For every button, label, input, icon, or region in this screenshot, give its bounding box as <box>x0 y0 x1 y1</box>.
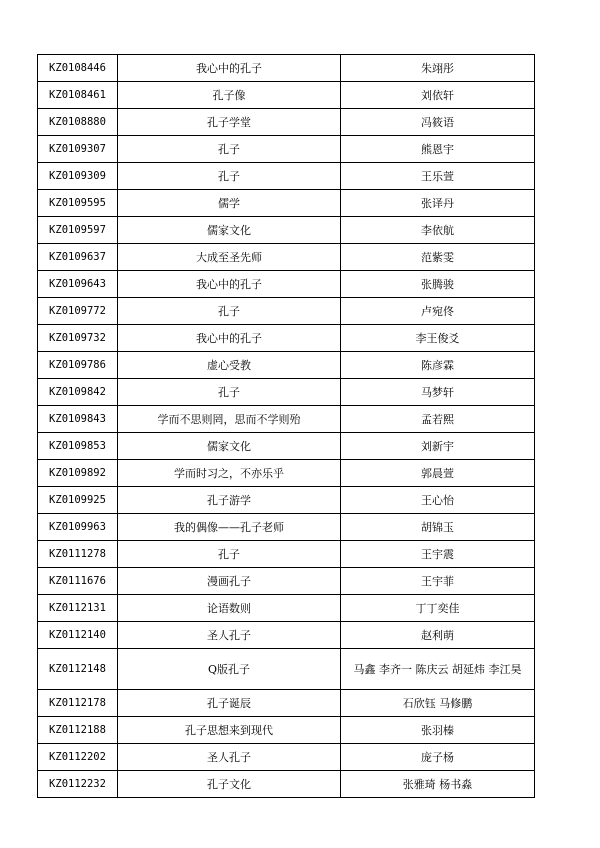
work-title-cell: 虚心受教 <box>118 352 341 379</box>
work-author-cell: 李依航 <box>341 217 535 244</box>
work-title-cell: 孔子学堂 <box>118 109 341 136</box>
table-row <box>38 109 535 136</box>
work-author-cell: 卢宛佟 <box>341 298 535 325</box>
table-row <box>38 514 535 541</box>
work-id-cell: KZ0109595 <box>38 190 118 217</box>
work-id-cell: KZ0108880 <box>38 109 118 136</box>
work-id-cell: KZ0109963 <box>38 514 118 541</box>
work-title-cell: 我心中的孔子 <box>118 55 341 82</box>
work-title-cell: 学而不思则罔，思而不学则殆 <box>118 406 341 433</box>
work-title-cell: 我的偶像——孔子老师 <box>118 514 341 541</box>
work-title-cell: 孔子 <box>118 163 341 190</box>
table-row <box>38 771 535 798</box>
work-title-cell: 我心中的孔子 <box>118 271 341 298</box>
table-row <box>38 622 535 649</box>
table-row <box>38 271 535 298</box>
table-row <box>38 55 535 82</box>
work-title-cell: 学而时习之，不亦乐乎 <box>118 460 341 487</box>
work-author-cell: 刘依轩 <box>341 82 535 109</box>
work-title-cell: 孔子思想来到现代 <box>118 717 341 744</box>
table-row <box>38 82 535 109</box>
work-id-cell: KZ0112178 <box>38 690 118 717</box>
table-row <box>38 352 535 379</box>
work-id-cell: KZ0112148 <box>38 649 118 690</box>
table-row <box>38 298 535 325</box>
work-author-cell: 李王俊爻 <box>341 325 535 352</box>
table-row <box>38 217 535 244</box>
work-author-cell: 陈彦霖 <box>341 352 535 379</box>
work-author-cell: 丁丁奕佳 <box>341 595 535 622</box>
work-title-cell: 孔子像 <box>118 82 341 109</box>
work-id-cell: KZ0109786 <box>38 352 118 379</box>
table-row <box>38 406 535 433</box>
work-id-cell: KZ0112232 <box>38 771 118 798</box>
work-title-cell: 孔子 <box>118 541 341 568</box>
work-id-cell: KZ0109597 <box>38 217 118 244</box>
work-author-cell: 张雅琦 杨书淼 <box>341 771 535 798</box>
table-row <box>38 244 535 271</box>
work-author-cell: 冯筱语 <box>341 109 535 136</box>
table-row <box>38 744 535 771</box>
work-id-cell: KZ0109309 <box>38 163 118 190</box>
work-title-cell: 孔子 <box>118 136 341 163</box>
work-title-cell: 孔子诞辰 <box>118 690 341 717</box>
table-row <box>38 541 535 568</box>
work-title-cell: 我心中的孔子 <box>118 325 341 352</box>
work-title-cell: 孔子游学 <box>118 487 341 514</box>
work-author-cell: 郭晨萱 <box>341 460 535 487</box>
work-id-cell: KZ0112131 <box>38 595 118 622</box>
work-id-cell: KZ0109643 <box>38 271 118 298</box>
work-title-cell: 孔子 <box>118 379 341 406</box>
work-author-cell: 王心怡 <box>341 487 535 514</box>
work-id-cell: KZ0112188 <box>38 717 118 744</box>
table-row <box>38 325 535 352</box>
work-title-cell: 儒家文化 <box>118 433 341 460</box>
work-title-cell: 孔子 <box>118 298 341 325</box>
work-author-cell: 庞子杨 <box>341 744 535 771</box>
table-row <box>38 460 535 487</box>
table-row <box>38 190 535 217</box>
table-row <box>38 568 535 595</box>
table-row <box>38 379 535 406</box>
work-title-cell: Q版孔子 <box>118 649 341 690</box>
work-author-cell: 张腾骏 <box>341 271 535 298</box>
table-row <box>38 717 535 744</box>
work-author-cell: 赵利萌 <box>341 622 535 649</box>
work-id-cell: KZ0109637 <box>38 244 118 271</box>
work-author-cell: 马鑫 李齐一 陈庆云 胡延炜 李江昊 <box>341 649 535 690</box>
work-author-cell: 刘新宇 <box>341 433 535 460</box>
table-row <box>38 690 535 717</box>
table-row <box>38 433 535 460</box>
work-title-cell: 孔子文化 <box>118 771 341 798</box>
work-title-cell: 儒家文化 <box>118 217 341 244</box>
work-id-cell: KZ0109853 <box>38 433 118 460</box>
work-id-cell: KZ0109772 <box>38 298 118 325</box>
work-id-cell: KZ0109307 <box>38 136 118 163</box>
table-row <box>38 136 535 163</box>
work-title-cell: 儒学 <box>118 190 341 217</box>
work-author-cell: 张译丹 <box>341 190 535 217</box>
works-table-body <box>38 55 535 798</box>
work-title-cell: 大成至圣先师 <box>118 244 341 271</box>
work-id-cell: KZ0109842 <box>38 379 118 406</box>
works-table <box>37 54 535 798</box>
work-author-cell: 王宇菲 <box>341 568 535 595</box>
table-row <box>38 487 535 514</box>
work-author-cell: 朱翊彤 <box>341 55 535 82</box>
work-author-cell: 王乐萱 <box>341 163 535 190</box>
work-author-cell: 马梦轩 <box>341 379 535 406</box>
work-title-cell: 漫画孔子 <box>118 568 341 595</box>
table-row <box>38 595 535 622</box>
table-row <box>38 163 535 190</box>
work-id-cell: KZ0111278 <box>38 541 118 568</box>
work-author-cell: 胡锦玉 <box>341 514 535 541</box>
work-id-cell: KZ0108461 <box>38 82 118 109</box>
work-title-cell: 论语数则 <box>118 595 341 622</box>
table-row <box>38 649 535 690</box>
work-id-cell: KZ0111676 <box>38 568 118 595</box>
work-id-cell: KZ0109925 <box>38 487 118 514</box>
work-id-cell: KZ0109732 <box>38 325 118 352</box>
work-id-cell: KZ0108446 <box>38 55 118 82</box>
work-id-cell: KZ0112202 <box>38 744 118 771</box>
work-author-cell: 石欣钰 马修鹏 <box>341 690 535 717</box>
work-author-cell: 范紫雯 <box>341 244 535 271</box>
work-id-cell: KZ0109892 <box>38 460 118 487</box>
work-author-cell: 王宇震 <box>341 541 535 568</box>
work-id-cell: KZ0109843 <box>38 406 118 433</box>
work-author-cell: 熊恩宇 <box>341 136 535 163</box>
work-author-cell: 孟若熙 <box>341 406 535 433</box>
work-title-cell: 圣人孔子 <box>118 622 341 649</box>
work-title-cell: 圣人孔子 <box>118 744 341 771</box>
work-id-cell: KZ0112140 <box>38 622 118 649</box>
work-author-cell: 张羽榛 <box>341 717 535 744</box>
